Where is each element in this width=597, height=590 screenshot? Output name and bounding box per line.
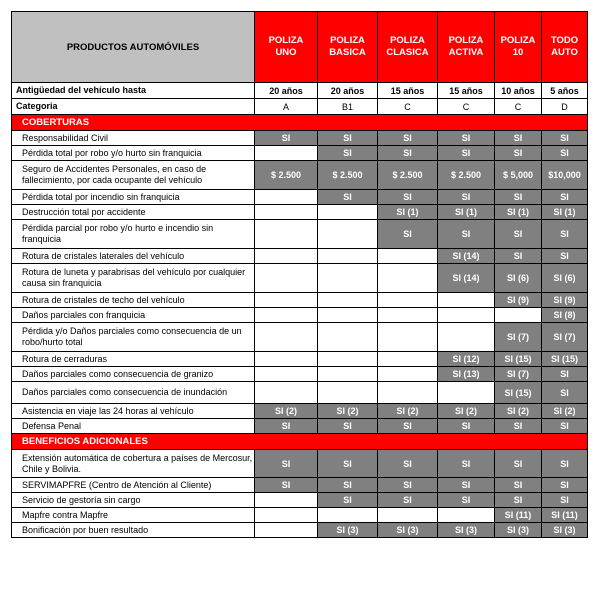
coverage-cell: SI <box>318 450 378 478</box>
empty-cell <box>378 382 438 404</box>
empty-cell <box>318 308 378 323</box>
empty-cell <box>255 308 318 323</box>
row-label: SERVIMAPFRE (Centro de Atención al Cliente) <box>12 478 255 493</box>
empty-cell <box>318 205 378 220</box>
table-row <box>12 161 588 190</box>
coverage-cell: SI (9) <box>495 293 542 308</box>
table-row <box>12 493 588 508</box>
section-header-row <box>12 434 588 450</box>
coverage-cell: SI (8) <box>542 308 588 323</box>
coverage-cell: SI <box>318 478 378 493</box>
row-label: Servicio de gestoría sin cargo <box>12 493 255 508</box>
product-line2: CLASICA <box>386 47 429 58</box>
row-label: Destrucción total por accidente <box>12 205 255 220</box>
coverage-cell: SI <box>438 190 495 205</box>
coverage-cell: SI <box>438 419 495 434</box>
empty-cell <box>255 146 318 161</box>
coverage-cell: SI <box>495 249 542 264</box>
categoria-label: Categoria <box>12 99 255 115</box>
table-row <box>12 404 588 419</box>
empty-cell <box>378 323 438 352</box>
product-line2: BASICA <box>329 47 366 58</box>
coverage-cell: SI <box>378 146 438 161</box>
coverage-cell: SI (15) <box>542 352 588 367</box>
table-row <box>12 146 588 161</box>
product-header-poliza-basica <box>318 12 378 83</box>
coverage-cell: SI <box>495 493 542 508</box>
empty-cell <box>495 308 542 323</box>
coverage-cell: SI <box>438 146 495 161</box>
coverage-cell: SI <box>378 478 438 493</box>
row-label: Rotura de cerraduras <box>12 352 255 367</box>
table-row <box>12 308 588 323</box>
coverage-cell: SI <box>378 131 438 146</box>
coverage-cell: SI (7) <box>495 323 542 352</box>
categoria-value: A <box>255 99 318 115</box>
empty-cell <box>255 367 318 382</box>
antiguedad-value: 20 años <box>255 83 318 99</box>
empty-cell <box>318 508 378 523</box>
coverage-cell: SI <box>542 478 588 493</box>
table-row <box>12 523 588 538</box>
row-label: Bonificación por buen resultado <box>12 523 255 538</box>
coverage-cell: SI <box>542 131 588 146</box>
empty-cell <box>438 308 495 323</box>
row-label: Daños parciales con franquicia <box>12 308 255 323</box>
row-label: Pérdida parcial por robo y/o hurto e incendio sin franquicia <box>12 220 255 249</box>
row-label: Daños parciales como consecuencia de inundación <box>12 382 255 404</box>
empty-cell <box>255 220 318 249</box>
coverage-table <box>11 11 588 538</box>
coverage-cell: SI <box>255 478 318 493</box>
product-header-poliza-uno <box>255 12 318 83</box>
empty-cell <box>438 293 495 308</box>
coverage-cell: SI <box>438 131 495 146</box>
coverage-cell: SI <box>495 220 542 249</box>
coverage-cell: $ 2.500 <box>318 161 378 190</box>
coverage-cell: SI <box>378 450 438 478</box>
coverage-cell: SI <box>542 493 588 508</box>
coverage-cell: SI <box>318 493 378 508</box>
coverage-cell: $ 2.500 <box>438 161 495 190</box>
product-header-poliza-10 <box>495 12 542 83</box>
categoria-value: D <box>542 99 588 115</box>
categoria-value: C <box>438 99 495 115</box>
product-line2: UNO <box>275 47 297 58</box>
empty-cell <box>318 264 378 293</box>
coverage-cell: SI (2) <box>255 404 318 419</box>
empty-cell <box>378 293 438 308</box>
coverage-cell: SI (15) <box>495 352 542 367</box>
table-row <box>12 293 588 308</box>
coverage-cell: SI <box>542 450 588 478</box>
antiguedad-value: 15 años <box>438 83 495 99</box>
product-line1: POLIZA <box>390 35 425 46</box>
row-label: Pérdida y/o Daños parciales como consecuencia de un robo/hurto total <box>12 323 255 352</box>
empty-cell <box>318 382 378 404</box>
coverage-cell: SI (3) <box>318 523 378 538</box>
empty-cell <box>255 323 318 352</box>
antiguedad-value: 20 años <box>318 83 378 99</box>
coverage-cell: $ 5,000 <box>495 161 542 190</box>
empty-cell <box>378 367 438 382</box>
empty-cell <box>438 382 495 404</box>
coverage-cell: $ 2.500 <box>378 161 438 190</box>
table-row <box>12 205 588 220</box>
empty-cell <box>318 293 378 308</box>
empty-cell <box>438 323 495 352</box>
coverage-cell: SI <box>542 220 588 249</box>
coverage-cell: SI <box>438 450 495 478</box>
coverage-cell: SI (6) <box>495 264 542 293</box>
row-label: Pérdida total por incendio sin franquicia <box>12 190 255 205</box>
empty-cell <box>438 508 495 523</box>
product-line1: POLIZA <box>268 35 304 46</box>
coverage-cell: SI (2) <box>495 404 542 419</box>
coverage-cell: SI <box>378 419 438 434</box>
antiguedad-value: 5 años <box>542 83 588 99</box>
product-line2: 10 <box>512 47 524 58</box>
empty-cell <box>318 352 378 367</box>
empty-cell <box>255 382 318 404</box>
coverage-cell: SI <box>318 190 378 205</box>
empty-cell <box>318 249 378 264</box>
coverage-cell: SI (12) <box>438 352 495 367</box>
empty-cell <box>255 523 318 538</box>
coverage-cell: SI <box>255 419 318 434</box>
coverage-cell: SI <box>255 450 318 478</box>
product-line1: POLIZA <box>448 35 484 46</box>
product-line2: AUTO <box>551 47 578 58</box>
coverage-cell: SI (14) <box>438 249 495 264</box>
coverage-cell: SI (2) <box>542 404 588 419</box>
categoria-value: C <box>495 99 542 115</box>
row-label: Rotura de luneta y parabrisas del vehículo por cualquier causa sin franquicia <box>12 264 255 293</box>
row-label: Defensa Penal <box>12 419 255 434</box>
coverage-cell: SI <box>438 493 495 508</box>
coverage-cell: SI <box>378 493 438 508</box>
coverage-cell: SI (1) <box>495 205 542 220</box>
coverage-cell: SI <box>318 146 378 161</box>
table-title: PRODUCTOS AUTOMÓVILES <box>12 12 255 83</box>
coverage-cell: SI <box>495 450 542 478</box>
coverage-cell: SI <box>495 419 542 434</box>
section-header-row <box>12 115 588 131</box>
row-label: Rotura de cristales de techo del vehículo <box>12 293 255 308</box>
antiguedad-label: Antigüedad del vehículo hasta <box>12 83 255 99</box>
antiguedad-value: 10 años <box>495 83 542 99</box>
table-row <box>12 352 588 367</box>
row-label: Seguro de Accidentes Personales, en caso de fallecimiento, por cada ocupante del vehículo <box>12 161 255 190</box>
empty-cell <box>255 508 318 523</box>
coverage-cell: SI (2) <box>438 404 495 419</box>
empty-cell <box>318 323 378 352</box>
product-line1: POLIZA <box>330 35 365 46</box>
table-row <box>12 367 588 382</box>
categoria-value: B1 <box>318 99 378 115</box>
empty-cell <box>255 493 318 508</box>
coverage-cell: SI (1) <box>378 205 438 220</box>
table-row <box>12 382 588 404</box>
coverage-cell: SI (7) <box>495 367 542 382</box>
empty-cell <box>255 249 318 264</box>
product-header-poliza-clasica <box>378 12 438 83</box>
section-title: COBERTURAS <box>12 115 588 131</box>
antiguedad-row <box>12 83 588 99</box>
coverage-cell: $10,000 <box>542 161 588 190</box>
coverage-cell: SI <box>438 220 495 249</box>
coverage-cell: SI (1) <box>542 205 588 220</box>
coverage-cell: SI (11) <box>495 508 542 523</box>
coverage-cell: SI <box>255 131 318 146</box>
empty-cell <box>255 190 318 205</box>
empty-cell <box>255 352 318 367</box>
coverage-cell: SI (15) <box>495 382 542 404</box>
coverage-cell: SI (14) <box>438 264 495 293</box>
antiguedad-value: 15 años <box>378 83 438 99</box>
coverage-cell: SI <box>495 190 542 205</box>
section-title: BENEFICIOS ADICIONALES <box>12 434 588 450</box>
coverage-cell: SI <box>495 478 542 493</box>
coverage-cell: SI (3) <box>495 523 542 538</box>
coverage-cell: SI <box>542 146 588 161</box>
coverage-cell: $ 2.500 <box>255 161 318 190</box>
empty-cell <box>255 205 318 220</box>
coverage-cell: SI <box>542 249 588 264</box>
product-header-todo-auto <box>542 12 588 83</box>
coverage-cell: SI <box>495 146 542 161</box>
row-label: Rotura de cristales laterales del vehículo <box>12 249 255 264</box>
coverage-cell: SI (3) <box>438 523 495 538</box>
coverage-cell: SI (2) <box>318 404 378 419</box>
table-row <box>12 220 588 249</box>
header-row <box>12 12 588 83</box>
table-row <box>12 190 588 205</box>
empty-cell <box>378 508 438 523</box>
product-line1: POLIZA <box>500 35 536 46</box>
product-line2: ACTIVA <box>448 47 484 58</box>
categoria-value: C <box>378 99 438 115</box>
coverage-cell: SI <box>378 190 438 205</box>
row-label: Asistencia en viaje las 24 horas al vehículo <box>12 404 255 419</box>
table-row <box>12 131 588 146</box>
empty-cell <box>378 264 438 293</box>
coverage-cell: SI <box>495 131 542 146</box>
table-row <box>12 450 588 478</box>
product-header-poliza-activa <box>438 12 495 83</box>
coverage-cell: SI (11) <box>542 508 588 523</box>
coverage-cell: SI (3) <box>542 523 588 538</box>
table-row <box>12 508 588 523</box>
row-label: Responsabilidad Civil <box>12 131 255 146</box>
coverage-cell: SI (6) <box>542 264 588 293</box>
row-label: Mapfre contra Mapfre <box>12 508 255 523</box>
coverage-cell: SI <box>542 190 588 205</box>
table-row <box>12 478 588 493</box>
row-label: Extensión automática de cobertura a países de Mercosur, Chile y Bolivia. <box>12 450 255 478</box>
coverage-cell: SI <box>542 367 588 382</box>
empty-cell <box>318 220 378 249</box>
row-label: Daños parciales como consecuencia de granizo <box>12 367 255 382</box>
coverage-cell: SI <box>438 478 495 493</box>
coverage-cell: SI <box>318 419 378 434</box>
coverage-cell: SI <box>378 220 438 249</box>
empty-cell <box>378 308 438 323</box>
table-row <box>12 323 588 352</box>
coverage-cell: SI <box>542 382 588 404</box>
coverage-cell: SI (13) <box>438 367 495 382</box>
product-line1: TODO <box>550 35 579 46</box>
empty-cell <box>255 293 318 308</box>
coverage-cell: SI (7) <box>542 323 588 352</box>
row-label: Pérdida total por robo y/o hurto sin franquicia <box>12 146 255 161</box>
table-row <box>12 264 588 293</box>
table-row <box>12 249 588 264</box>
categoria-row <box>12 99 588 115</box>
coverage-cell: SI (9) <box>542 293 588 308</box>
empty-cell <box>255 264 318 293</box>
empty-cell <box>378 249 438 264</box>
table-row <box>12 419 588 434</box>
coverage-cell: SI (1) <box>438 205 495 220</box>
empty-cell <box>378 352 438 367</box>
coverage-cell: SI (2) <box>378 404 438 419</box>
coverage-cell: SI <box>318 131 378 146</box>
empty-cell <box>318 367 378 382</box>
coverage-cell: SI <box>542 419 588 434</box>
coverage-cell: SI (3) <box>378 523 438 538</box>
